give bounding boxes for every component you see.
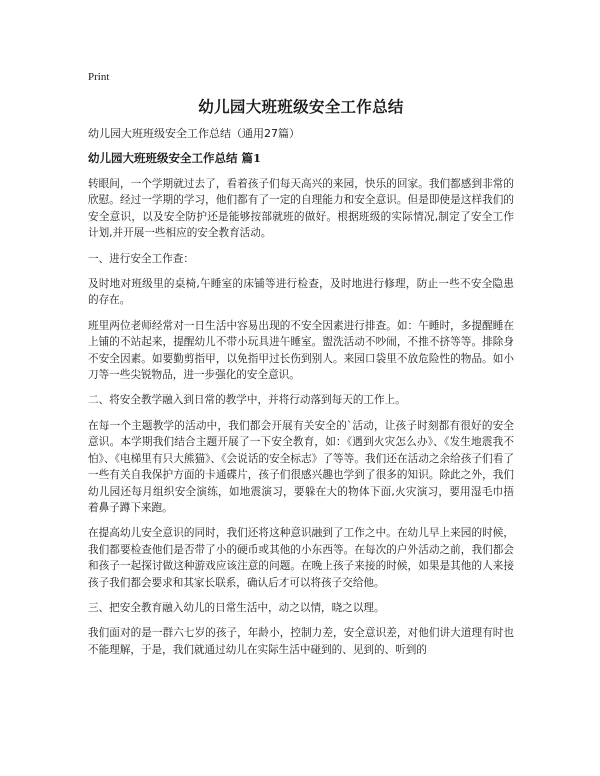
paragraph: 我们面对的是一群六七岁的孩子，年龄小，控制力差，安全意识差，对他们讲大道理有时也不能理解，于是，我们就通过幼儿在实际生活中碰到的、见到的、听到的 — [88, 627, 514, 656]
paragraph: 在每一个主题教学的活动中，我们都会开展有关安全的`活动，让孩子时刻都有很好的安全意识。本学期我们结合主题开展了一下安全教育，如：《遇到火灾怎么办》、《发生地震我不怕》、《电梯里有只大熊猫》、《会说话的安全标志》了等等。我们还在活动之余给孩子们看了一些有关自我保护方面的卡通碟片，孩子们很感兴趣也学到了很多的知识。除此之外，我们幼儿园还每月组织安全演练，如地震演习，要躲在大的物体下面,火灾演习，要用湿毛巾捂着鼻子蹲下来跑。 — [88, 419, 514, 514]
subheading: 一、进行安全工作查： — [88, 252, 194, 265]
subheading: 三、把安全教育融入幼儿的日常生活中，动之以情，晓之以理。 — [88, 601, 385, 614]
paragraph: 及时地对班级里的桌椅,午睡室的床铺等进行检查，及时地进行修理，防止一些不安全隐患的存在。 — [88, 278, 514, 307]
document-page — [88, 70, 514, 667]
paragraph: 班里两位老师经常对一日生活中容易出现的不安全因素进行排查。如：午睡时，多提醒睡在上铺的不站起来，提醒幼儿不带小玩具进午睡室。盥洗活动不吵闹，不推不挤等等。排除身不安全因素。如要勤剪指甲，以免指甲过长伤到别人。来园口袋里不放危险性的物品。如小刀等一些尖锐物品，进一步强化的安全意识。 — [88, 319, 514, 382]
subheading: 二、将安全教学融入到日常的教学中，并将行动落到每天的工作上。 — [88, 394, 406, 407]
paragraph: 在提高幼儿安全意识的同时，我们还将这种意识融到了工作之中。在幼儿早上来园的时候，我们都要检查他们是否带了小的硬币或其他的小东西等。在每次的户外活动之前，我们都会和孩子一起探讨做这种游戏应该注意的问题。在晚上孩子来接的时候，如果是其他的人来接孩子我们都会要求和其家长联系，确认后才可以将孩子交给他。 — [88, 527, 514, 589]
paragraph: 转眼间，一个学期就过去了，看着孩子们每天高兴的来园，快乐的回家。我们都感到非常的欣慰。经过一学期的学习，他们都有了一定的自理能力和安全意识。但是即使是这样我们的安全意识，以及安全防护还是能够按部就班的做好。根据班级的实际情况,制定了安全工作计划,并开展一些相应的安全教育活动。 — [88, 178, 514, 240]
body-text — [88, 176, 514, 658]
print-label: Print — [88, 71, 110, 83]
section-title: 幼儿园大班班级安全工作总结 篇1 — [88, 151, 262, 165]
page-title: 幼儿园大班班级安全工作总结 — [198, 98, 404, 116]
document-subtitle: 幼儿园大班班级安全工作总结（通用27篇） — [88, 127, 300, 140]
